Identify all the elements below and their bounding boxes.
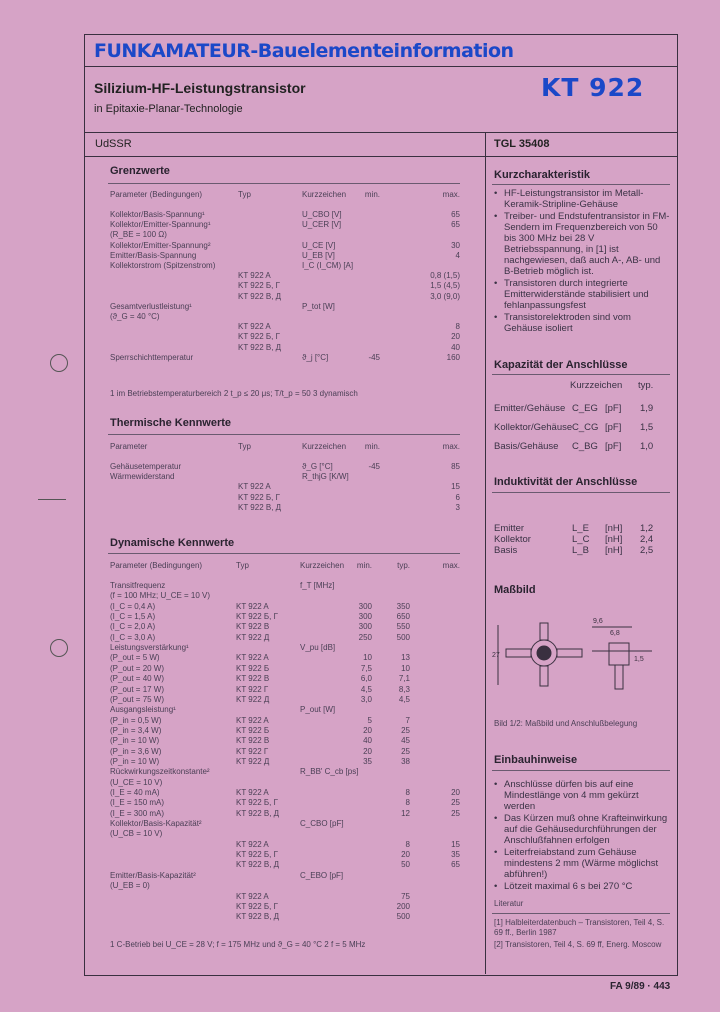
- table-cell: Emitter/Basis-Kapazität²: [110, 870, 196, 880]
- lead-right: [557, 649, 582, 657]
- table-cell: 6,0: [360, 674, 372, 684]
- table-cell: (I_E = 40 mA): [110, 788, 160, 797]
- package-cap: [537, 646, 551, 660]
- table-cell: 7,1: [398, 674, 410, 684]
- table-cell: [nH]: [605, 534, 623, 545]
- table-cell: (I_E = 300 mA): [110, 808, 165, 818]
- column-header: max.: [442, 190, 460, 199]
- standard-label: TGL 35408: [494, 138, 550, 150]
- table-cell: C_BG: [572, 441, 598, 452]
- table-cell: Sperrschichttemperatur: [110, 352, 194, 362]
- table-cell: 25: [401, 746, 410, 756]
- bullet-icon: •: [494, 881, 498, 892]
- table-cell: 15: [451, 839, 460, 849]
- table-cell: (I_E = 150 mA): [110, 798, 165, 808]
- table-cell: 1,2: [640, 523, 654, 534]
- table-cell: 4,5: [398, 694, 410, 704]
- table-cell: Emitter/Gehäuse: [494, 403, 566, 414]
- table-cell: Gesamtverlustleistung¹: [110, 301, 192, 311]
- side-view-stud: [615, 665, 623, 689]
- type-designation: KT 922: [541, 73, 645, 102]
- dynamisch-rule: [108, 553, 460, 554]
- page-footer: FA 9/89 · 443: [610, 981, 671, 992]
- table-cell: KT 922 Б: [236, 725, 270, 735]
- table-cell: KT 922 Б, Г: [236, 612, 278, 622]
- table-cell: 8: [405, 839, 410, 849]
- kurz-list: [494, 188, 670, 335]
- page-subtitle: in Epitaxie-Planar-Technologie: [94, 103, 243, 115]
- grenzwerte-footnote: 1 im Betriebstemperaturbereich 2 t_p ≤ 20 μs; T/t_p = 50 3 dynamisch: [110, 389, 358, 398]
- table-cell: KT 922 Б, Г: [238, 281, 280, 291]
- table-cell: KT 922 Б: [236, 663, 270, 673]
- table-cell: (P_in = 10 W): [110, 736, 160, 746]
- table-cell: Wärmewiderstand: [110, 472, 175, 482]
- table-cell: KT 922 Г: [236, 684, 269, 694]
- table-cell: (P_out = 20 W): [110, 663, 165, 673]
- table-cell: 35: [451, 850, 460, 860]
- list-item: • Das Kürzen muß ohne Krafteinwirkung auf die Gehäusedurchführungen der Anschlußfahnen erfolgen: [494, 813, 668, 846]
- literature-item: [2] Transistoren, Teil 4, S. 69 ff, Energ. Moscow: [494, 940, 662, 949]
- table-cell: C_CG: [572, 422, 599, 433]
- table-cell: Leistungsverstärkung¹: [110, 643, 189, 653]
- table-cell: 65: [451, 220, 460, 230]
- table-cell: (R_BE = 100 Ω): [110, 230, 167, 240]
- table-cell: 40: [451, 342, 460, 352]
- kurz-heading: Kurzcharakteristik: [494, 169, 590, 181]
- table-cell: (P_out = 5 W): [110, 653, 160, 663]
- table-cell: (U_CB = 10 V): [110, 829, 163, 839]
- table-cell: (ϑ_G = 40 °C): [110, 312, 160, 321]
- column-header: min.: [356, 561, 372, 570]
- table-cell: Emitter: [494, 523, 525, 534]
- einbau-heading: Einbauhinweise: [494, 754, 578, 766]
- table-cell: U_CE [V]: [302, 240, 336, 250]
- column-header: max.: [442, 561, 460, 570]
- table-cell: (P_out = 17 W): [110, 684, 165, 694]
- column-header: min.: [364, 190, 380, 199]
- table-cell: 4: [455, 250, 460, 260]
- table-cell: 7: [405, 715, 410, 725]
- table-cell: R_thjG [K/W]: [302, 472, 349, 482]
- induktivitaet-heading: Induktivität der Anschlüsse: [494, 476, 638, 488]
- table-cell: KT 922 B, Д: [236, 808, 280, 818]
- grenzwerte-rule: [108, 183, 460, 184]
- table-cell: 550: [396, 622, 410, 632]
- table-cell: KT 922 Д: [236, 756, 270, 766]
- table-cell: 15: [451, 482, 460, 492]
- column-header: Kurzzeichen: [302, 190, 347, 199]
- dynamisch-footnote: 1 C-Betrieb bei U_CE = 28 V; f = 175 MHz und ϑ_G = 40 °C 2 f = 5 MHz: [110, 940, 366, 949]
- thermisch-rule: [108, 434, 460, 435]
- table-cell: C_EBO [pF]: [300, 870, 344, 880]
- lead-left: [506, 649, 531, 657]
- kapazitaet-header-kurz: Kurzzeichen: [570, 380, 623, 391]
- table-cell: 300: [358, 601, 372, 611]
- table-cell: KT 922 Б, Г: [236, 850, 278, 860]
- punch-hole-top: [50, 354, 68, 372]
- induktivitaet-rule: [492, 492, 670, 493]
- bullet-icon: •: [494, 779, 498, 790]
- kapazitaet-rule: [492, 374, 670, 375]
- list-item: • Leiterfreiabstand zum Gehäuse mindestens 2 mm (Wärme möglichst abführen!): [494, 847, 659, 880]
- table-cell: [pF]: [605, 422, 622, 433]
- page-title: Silizium-HF-Leistungstransistor: [94, 80, 306, 96]
- table-cell: (U_EB = 0): [110, 881, 150, 891]
- table-cell: f_T [MHz]: [300, 581, 335, 590]
- table-cell: KT 922 A: [238, 271, 271, 281]
- table-cell: 10: [401, 663, 410, 673]
- kapazitaet-heading: Kapazität der Anschlüsse: [494, 359, 628, 371]
- table-cell: 38: [401, 756, 410, 766]
- origin-label: UdSSR: [95, 138, 132, 150]
- table-cell: 1,5: [640, 422, 654, 433]
- table-cell: 2,5: [640, 545, 654, 556]
- table-cell: 20: [363, 746, 372, 756]
- table-cell: Kollektor/Basis-Kapazität²: [110, 819, 202, 829]
- table-cell: (P_out = 40 W): [110, 674, 165, 684]
- table-cell: 1,5 (4,5): [430, 281, 460, 291]
- table-cell: KT 922 B, Д: [236, 860, 280, 870]
- table-cell: KT 922 Д: [236, 632, 270, 642]
- table-cell: 8: [405, 798, 410, 808]
- table-cell: 1,9: [640, 403, 654, 414]
- column-header: Kurzzeichen: [300, 561, 345, 570]
- table-cell: Transitfrequenz: [110, 581, 166, 590]
- table-cell: 500: [396, 632, 410, 642]
- table-cell: 35: [363, 756, 372, 766]
- table-cell: 300: [358, 622, 372, 632]
- table-cell: 65: [451, 860, 460, 870]
- table-cell: 350: [396, 601, 410, 611]
- table-cell: KT 922 Д: [236, 694, 270, 704]
- table-cell: 50: [401, 860, 410, 870]
- dim-1-5: 1,5: [634, 656, 644, 663]
- thermisch-heading: Thermische Kennwerte: [110, 417, 232, 429]
- einbau-list: [494, 779, 670, 893]
- table-cell: 10: [363, 653, 372, 663]
- einbau-rule: [492, 770, 670, 771]
- bullet-icon: •: [494, 813, 498, 824]
- table-cell: 5: [367, 715, 372, 725]
- table-cell: 3,0: [360, 694, 372, 704]
- table-cell: Emitter/Basis-Spannung: [110, 250, 197, 260]
- literature-item: [1] Halbleiterdatenbuch – Transistoren, Teil 4, S. 69 ff., Berlin 1987: [494, 918, 665, 937]
- list-item: • Transistoren durch integrierte Emitterwiderstände stabilisiert und fehlanpassungsfest: [494, 278, 649, 311]
- table-cell: P_out [W]: [300, 705, 336, 715]
- lead-bottom: [540, 666, 548, 686]
- table-cell: Ausgangsleistung¹: [110, 705, 176, 715]
- column-header: Parameter (Bedingungen): [110, 561, 203, 570]
- table-cell: [nH]: [605, 523, 623, 534]
- fold-mark: [38, 499, 66, 500]
- table-cell: KT 922 B, Д: [238, 342, 282, 352]
- table-cell: KT 922 A: [236, 891, 269, 901]
- table-cell: KT 922 Г: [236, 746, 269, 756]
- table-cell: 8,3: [398, 684, 410, 694]
- column-header: Typ: [236, 561, 249, 570]
- table-cell: U_CBO [V]: [302, 210, 342, 219]
- literatur-heading: Literatur: [494, 899, 524, 908]
- table-cell: KT 922 B, Д: [238, 291, 282, 301]
- kapazitaet-header-typ: typ.: [638, 380, 654, 391]
- table-cell: (f = 100 MHz; U_CE = 10 V): [110, 591, 211, 601]
- dim-6-8: 6,8: [610, 630, 620, 637]
- column-header: min.: [364, 442, 380, 451]
- bullet-icon: •: [494, 278, 498, 289]
- table-cell: L_E: [572, 523, 589, 534]
- table-cell: C_CBO [pF]: [300, 819, 344, 829]
- grenzwerte-heading: Grenzwerte: [110, 165, 170, 177]
- table-cell: 160: [446, 352, 460, 362]
- table-cell: R_BB' C_cb [ps]: [300, 767, 359, 777]
- table-cell: -45: [368, 352, 380, 362]
- dynamisch-heading: Dynamische Kennwerte: [110, 537, 235, 549]
- table-cell: (P_in = 3,4 W): [110, 725, 162, 735]
- table-cell: 300: [358, 612, 372, 622]
- table-cell: (P_in = 3,6 W): [110, 746, 162, 756]
- column-header: Typ: [238, 190, 251, 199]
- table-cell: 6: [455, 492, 460, 502]
- table-cell: 2,4: [640, 534, 654, 545]
- dim-27: 27: [492, 652, 500, 659]
- table-cell: U_EB [V]: [302, 250, 335, 260]
- table-cell: 3: [455, 502, 460, 512]
- table-cell: Rückwirkungszeitkonstante²: [110, 767, 210, 777]
- side-view-body: [609, 643, 629, 665]
- table-cell: ϑ_j [°C]: [302, 352, 329, 362]
- header-divider: [84, 132, 678, 133]
- table-cell: KT 922 A: [236, 839, 269, 849]
- table-cell: Kollektor/Emitter-Spannung²: [110, 240, 211, 250]
- list-item: • Transistorelektroden sind vom Gehäuse isoliert: [494, 312, 631, 334]
- bullet-icon: •: [494, 847, 498, 858]
- table-cell: KT 922 Б, Г: [236, 901, 278, 911]
- table-cell: 40: [363, 736, 372, 746]
- table-cell: L_C: [572, 534, 590, 545]
- table-cell: Basis: [494, 545, 518, 556]
- table-cell: 7,5: [360, 663, 372, 673]
- table-cell: 3,0 (9,0): [430, 291, 460, 301]
- table-cell: P_tot [W]: [302, 301, 335, 311]
- list-item: • HF-Leistungstransistor im Metall-Keramik-Stripline-Gehäuse: [494, 188, 644, 210]
- table-cell: U_CER [V]: [302, 220, 342, 230]
- column-header: typ.: [397, 561, 410, 570]
- table-cell: Kollektor/Basis-Spannung¹: [110, 210, 205, 219]
- massbild-heading: Maßbild: [494, 584, 536, 596]
- table-cell: KT 922 B: [236, 622, 270, 632]
- table-cell: Kollektor: [494, 534, 531, 545]
- table-cell: KT 922 A: [236, 788, 269, 797]
- table-cell: 1,0: [640, 441, 654, 452]
- table-cell: 75: [401, 891, 410, 901]
- table-cell: (I_C = 3,0 A): [110, 632, 156, 642]
- table-cell: Kollektor/Emitter-Spannung¹: [110, 220, 211, 230]
- table-cell: 25: [451, 808, 460, 818]
- table-cell: [pF]: [605, 441, 622, 452]
- table-cell: [nH]: [605, 545, 623, 556]
- table-cell: KT 922 B: [236, 736, 270, 746]
- package-drawing: [492, 605, 672, 710]
- table-cell: 500: [396, 912, 410, 922]
- table-cell: 20: [451, 332, 460, 342]
- literatur-rule: [492, 913, 670, 914]
- brand-divider: [84, 66, 678, 67]
- table-cell: 25: [401, 725, 410, 735]
- table-cell: KT 922 A: [236, 715, 269, 725]
- lead-top: [540, 623, 548, 640]
- literatur-list: [494, 918, 670, 952]
- table-cell: Gehäusetemperatur: [110, 462, 182, 471]
- table-cell: KT 922 Б, Г: [238, 492, 280, 502]
- brand-title: FUNKAMATEUR-Bauelementeinformation: [94, 40, 514, 62]
- table-cell: 45: [401, 736, 410, 746]
- table-cell: (P_in = 10 W): [110, 756, 160, 766]
- bullet-icon: •: [494, 312, 498, 323]
- table-cell: [pF]: [605, 403, 622, 414]
- table-cell: 8: [405, 788, 410, 797]
- table-cell: KT 922 A: [238, 322, 271, 332]
- list-item: • Lötzeit maximal 6 s bei 270 °C: [494, 881, 633, 892]
- table-cell: 200: [396, 901, 410, 911]
- table-cell: V_pu [dB]: [300, 643, 336, 653]
- table-cell: 20: [451, 788, 460, 797]
- table-cell: Basis/Gehäuse: [494, 441, 559, 452]
- table-cell: (I_C = 2,0 A): [110, 622, 156, 632]
- table-cell: KT 922 A: [238, 482, 271, 492]
- table-cell: C_EG: [572, 403, 598, 414]
- column-header: Typ: [238, 442, 251, 451]
- massbild-caption: Bild 1/2: Maßbild und Anschlußbelegung: [494, 719, 638, 728]
- origin-divider: [84, 156, 678, 157]
- table-cell: 20: [401, 850, 410, 860]
- table-cell: (U_CE = 10 V): [110, 777, 163, 787]
- table-cell: 12: [401, 808, 410, 818]
- list-item: • Treiber- und Endstufentransistor in FM-Sendern im Frequenzbereich von 50 bis 300 MHz bei 28 V Betriebsspannung, in [1] ist nachgewiesen, daß auch A-, AB- und B-Betrieb möglich ist.: [494, 211, 670, 277]
- bullet-icon: •: [494, 188, 498, 199]
- table-cell: 85: [451, 462, 460, 471]
- table-cell: L_B: [572, 545, 589, 556]
- column-header: max.: [442, 442, 460, 451]
- table-cell: 65: [451, 210, 460, 219]
- table-cell: I_C (I_CM) [A]: [302, 261, 354, 270]
- table-cell: KT 922 B: [236, 674, 270, 684]
- table-cell: 250: [358, 632, 372, 642]
- bullet-icon: •: [494, 211, 498, 222]
- table-cell: (I_C = 0,4 A): [110, 601, 156, 611]
- table-cell: 25: [451, 798, 460, 808]
- table-cell: (I_C = 1,5 A): [110, 612, 156, 622]
- table-cell: KT 922 Б, Г: [238, 332, 280, 342]
- table-cell: 650: [396, 612, 410, 622]
- table-cell: (P_in = 0,5 W): [110, 715, 162, 725]
- table-cell: KT 922 A: [236, 653, 269, 663]
- table-cell: 30: [451, 240, 460, 250]
- table-cell: 8: [455, 322, 460, 332]
- table-cell: 4,5: [360, 684, 372, 694]
- column-header: Parameter (Bedingungen): [110, 190, 203, 199]
- table-cell: Kollektorstrom (Spitzenstrom): [110, 261, 216, 270]
- table-cell: KT 922 Б, Г: [236, 798, 278, 808]
- dim-9-6: 9,6: [593, 618, 603, 625]
- table-cell: 0,8 (1,5): [430, 271, 460, 281]
- punch-hole-bottom: [50, 639, 68, 657]
- table-cell: KT 922 B, Д: [236, 912, 280, 922]
- table-cell: (P_out = 75 W): [110, 694, 165, 704]
- table-cell: ϑ_G [°C]: [302, 462, 333, 471]
- table-cell: Kollektor/Gehäuse: [494, 422, 573, 433]
- list-item: • Anschlüsse dürfen bis auf eine Mindestlänge von 4 mm gekürzt werden: [494, 779, 639, 812]
- column-header: Kurzzeichen: [302, 442, 347, 451]
- table-cell: 13: [401, 653, 410, 663]
- column-header: Parameter: [110, 442, 148, 451]
- table-cell: 20: [363, 725, 372, 735]
- table-cell: KT 922 A: [236, 601, 269, 611]
- table-cell: KT 922 B, Д: [238, 502, 282, 512]
- column-divider: [485, 132, 486, 974]
- table-cell: -45: [368, 462, 380, 471]
- kurz-rule: [492, 184, 670, 185]
